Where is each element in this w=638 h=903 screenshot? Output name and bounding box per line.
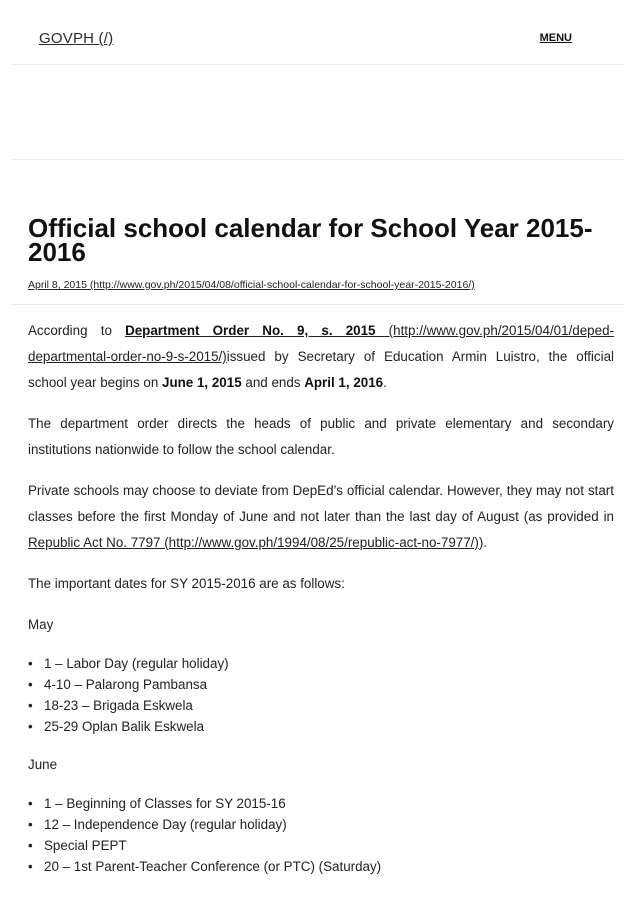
intro-text-and-ends: and ends: [241, 375, 305, 390]
department-order-link-url: (http://www.gov.ph/2015/04/01/deped-departmental-order-no-9-s-2015/): [28, 323, 614, 364]
june-list: [28, 793, 614, 877]
article-date-link[interactable]: April 8, 2015 (http://www.gov.ph/2015/04/08/official-school-calendar-for-school-year-2015-2016/): [28, 279, 475, 291]
department-order-link-title: Department Order No. 9, s. 2015: [125, 323, 376, 338]
private-schools-text: Private schools may choose to deviate from DepEd’s official calendar. However, they may not start classes before the first Monday of June and not later than the last day of August (as provided in: [28, 483, 614, 524]
list-item-text: 4-10 – Palarong Pambansa: [44, 677, 208, 692]
month-heading-may: May: [28, 617, 54, 632]
list-item: [28, 814, 614, 835]
list-item: [28, 716, 614, 737]
intro-text: According to: [28, 323, 126, 338]
may-list: [28, 653, 614, 737]
bullet-icon: •: [28, 796, 33, 811]
list-item-text: 18-23 – Brigada Eskwela: [44, 698, 193, 713]
month-heading-june: June: [28, 757, 58, 772]
bullet-icon: •: [28, 656, 33, 671]
bullet-icon: •: [28, 677, 33, 692]
start-date: June 1, 2015: [162, 375, 242, 390]
list-item-text: 1 – Beginning of Classes for SY 2015-16: [44, 796, 286, 811]
govph-home-link[interactable]: GOVPH (/): [39, 30, 114, 47]
banner-space: [12, 65, 624, 160]
paragraph-directive: The department order directs the heads of public and private elementary and secondary institutions nationwide to follow the school calendar.: [28, 416, 614, 457]
list-item-text: 1 – Labor Day (regular holiday): [44, 656, 229, 671]
list-item-text: 25-29 Oplan Balik Eskwela: [44, 719, 205, 734]
site-header: [12, 0, 624, 65]
bullet-icon: •: [28, 817, 33, 832]
list-item-text: 12 – Independence Day (regular holiday): [44, 817, 287, 832]
list-item-text: Special PEPT: [44, 838, 127, 853]
article-body: [28, 318, 614, 892]
list-item: [28, 835, 614, 856]
menu-button[interactable]: MENU: [539, 32, 572, 44]
paragraph-private-schools: [28, 478, 614, 556]
bullet-icon: •: [28, 719, 33, 734]
private-schools-text-end: ).: [478, 535, 488, 550]
paragraph-intro: [28, 318, 614, 396]
list-item: [28, 856, 614, 877]
list-item: [28, 653, 614, 674]
list-item-text: 20 – 1st Parent-Teacher Conference (or PTC) (Saturday): [44, 859, 382, 874]
intro-text-end: .: [383, 375, 387, 390]
list-item: [28, 793, 614, 814]
bullet-icon: •: [28, 859, 33, 874]
intro-text-mid: issued by Secretary of Education Armin Luistro, the official school year begins on: [28, 349, 614, 390]
page-title: Official school calendar for School Year 2015-2016: [28, 213, 593, 267]
list-item: [28, 695, 614, 716]
bullet-icon: •: [28, 838, 33, 853]
list-item: [28, 674, 614, 695]
paragraph-important-dates: The important dates for SY 2015-2016 are as follows:: [28, 576, 345, 591]
end-date: April 1, 2016: [304, 375, 384, 390]
republic-act-link[interactable]: Republic Act No. 7797 (http://www.gov.ph/1994/08/25/republic-act-no-7977/): [28, 535, 479, 550]
article-header: [12, 160, 624, 305]
bullet-icon: •: [28, 698, 33, 713]
